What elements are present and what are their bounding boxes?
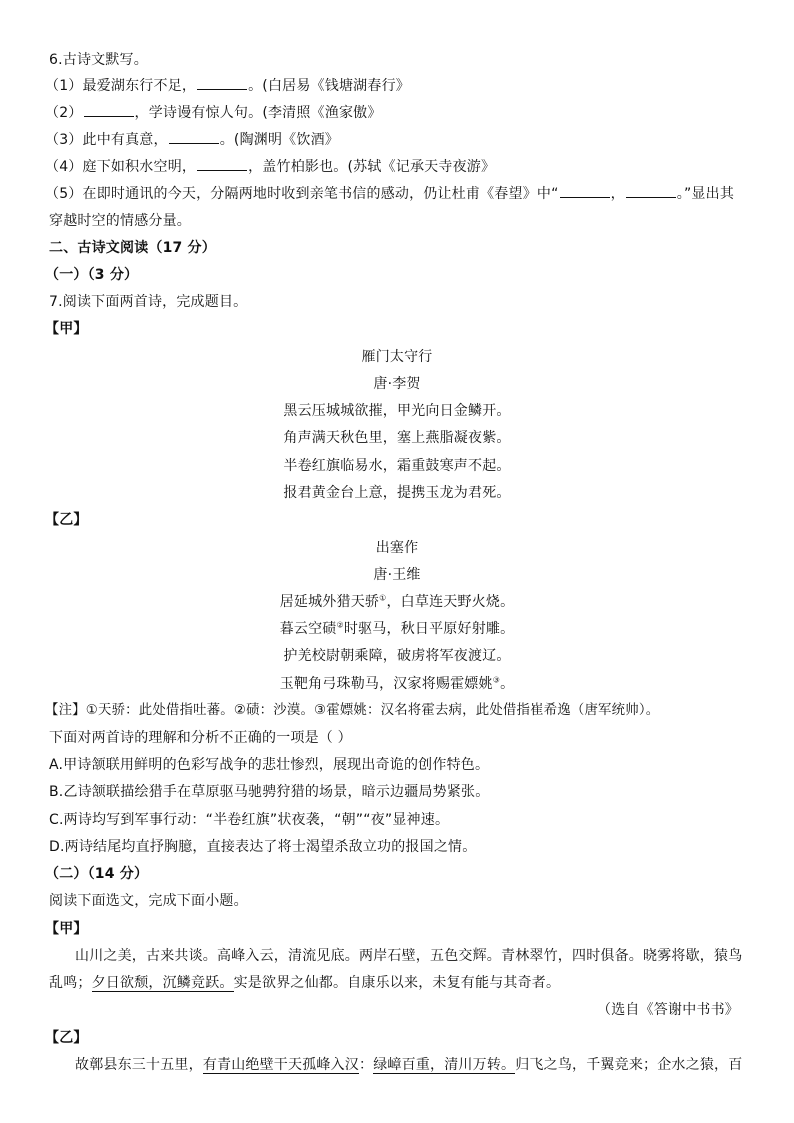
q6-item-5: [45, 185, 734, 203]
answer-blank: [197, 77, 247, 90]
poem1-title: 雁门太守行: [361, 349, 433, 365]
poem1-author: 唐·李贺: [373, 376, 421, 392]
option-c: C.两诗均写到军事行动：“半卷红旗”状夜袭，“朝”“夜”显神速。: [49, 812, 450, 828]
q6-title: 6.古诗文默写。: [49, 52, 148, 68]
q6-item-2: [45, 104, 382, 122]
answer-blank: [84, 104, 134, 117]
q6-item-3-text: （3）此中有真意，: [45, 132, 168, 148]
q6-item-5-text: （5）在即时通讯的今天，分隔两地时收到亲笔书信的感动，仍让杜甫《春望》中“: [45, 186, 559, 202]
q6-item-4-text: （4）庭下如积水空明，: [45, 159, 197, 175]
poem2-line: [0, 675, 794, 693]
answer-blank: [560, 185, 610, 198]
section-heading: 二、古诗文阅读（17 分）: [49, 240, 216, 256]
q6-item-1: [45, 77, 410, 95]
label-jia: 【甲】: [45, 921, 88, 937]
answer-blank: [169, 131, 219, 144]
answer-blank: [626, 185, 676, 198]
passage-text: 实是欲界之仙都。自康乐以来，未复有能与其奇者。: [233, 975, 561, 991]
poem2-line-text: 。: [500, 676, 515, 692]
poem2-line-text: 时驱马，秋日平原好射雕。: [343, 621, 515, 637]
poem1-line: 报君黄金台上意，提携玉龙为君死。: [283, 485, 511, 501]
passage-text: 乱鸣；: [49, 975, 92, 991]
label-yi: 【乙】: [45, 1030, 88, 1046]
poem2-line-text: ，白草连天野火烧。: [386, 594, 515, 610]
option-d: D.两诗结尾均直抒胸臆，直接表达了将士渴望杀敌立功的报国之情。: [49, 839, 477, 855]
poem2-line-text: 玉靶角弓珠勒马，汉家将赐霍嫖姚: [279, 676, 493, 692]
footnote-marker: ①: [379, 593, 387, 603]
q6-item-4: [45, 158, 495, 176]
underlined-sentence: 有青山绝壁干天孤峰入汉: [202, 1057, 360, 1073]
label-yi: 【乙】: [45, 512, 88, 528]
q6-item-5-comma: ，: [610, 186, 625, 202]
poem1-line: 黑云压城城欲摧，甲光向日金鳞开。: [283, 403, 511, 419]
passage-jia-line: [49, 974, 560, 992]
passage-text: ：: [359, 1057, 374, 1073]
poem2-line: [0, 593, 794, 611]
poem2-title: 出塞作: [375, 540, 419, 556]
option-a: A.甲诗颔联用鲜明的色彩写战争的悲壮惨烈，展现出奇诡的创作特色。: [49, 757, 490, 773]
poem2-line: [0, 620, 794, 638]
footnote-marker: ③: [492, 675, 501, 685]
poem-note: 【注】①天骄：此处借指吐蕃。②碛：沙漠。③霍嫖姚：汉名将霍去病，此处借指崔希逸（唐军统帅）。: [45, 703, 660, 718]
q6-item-5-cont: 穿越时空的情感分量。: [49, 213, 191, 229]
subsection-heading: （二）（14 分）: [45, 866, 149, 882]
poem2-author: 唐·王维: [373, 567, 421, 583]
answer-blank: [197, 158, 247, 171]
q6-item-2-text: ，学诗谩有惊人句。(李清照《渔家傲》: [134, 105, 382, 121]
poem2-line: 护羌校尉朝乘障，破虏将军夜渡辽。: [283, 648, 511, 664]
part2-intro: 阅读下面选文，完成下面小题。: [49, 893, 248, 909]
q6-item-1-source: 。(白居易《钱塘湖春行》: [248, 78, 410, 94]
poem1-line: 半卷红旗临易水，霜重鼓寒声不起。: [283, 458, 511, 474]
passage-text: 故鄣县东三十五里，: [75, 1057, 203, 1073]
underlined-sentence: 夕日欲颓，沉鳞竞跃。: [91, 975, 234, 991]
label-jia: 【甲】: [45, 321, 88, 337]
poem2-line-text: 居延城外猎天骄: [279, 594, 380, 610]
poem2-line-text: 暮云空碛: [279, 621, 337, 637]
passage-jia-line: 山川之美，古来共谈。高峰入云，清流见底。两岸石壁，五色交辉。青林翠竹，四时俱备。晓雾将歇，猿鸟: [75, 948, 743, 964]
footnote-marker: ②: [336, 620, 344, 630]
q6-item-1-text: （1）最爱湖东行不足，: [45, 78, 197, 94]
q6-item-3: [45, 131, 339, 149]
poem1-line: 角声满天秋色里，塞上燕脂凝夜紫。: [283, 430, 511, 446]
q6-item-2-num: （2）: [45, 105, 83, 121]
q6-item-4-source: ，盖竹柏影也。(苏轼《记承天寺夜游》: [248, 159, 496, 175]
q6-item-3-source: 。(陶渊明《饮酒》: [219, 132, 339, 148]
subsection-heading: （一）（3 分）: [45, 267, 139, 283]
q6-item-5-tail: 。”显出其: [676, 186, 735, 202]
q7-question: 下面对两首诗的理解和分析不正确的一项是（ ）: [49, 730, 352, 746]
option-b: B.乙诗颔联描绘猎手在草原驱马驰骋狩猎的场景，暗示边疆局势紧张。: [49, 784, 490, 800]
passage-text: 归飞之鸟，千翼竞来；企水之猿，百: [515, 1057, 743, 1073]
underlined-sentence: 绿嶂百重，清川万转。: [373, 1057, 516, 1073]
passage-yi-line: [75, 1056, 742, 1074]
passage-source: （选自《答谢中书书》: [597, 1002, 739, 1018]
q7-intro: 7.阅读下面两首诗，完成题目。: [49, 294, 248, 310]
